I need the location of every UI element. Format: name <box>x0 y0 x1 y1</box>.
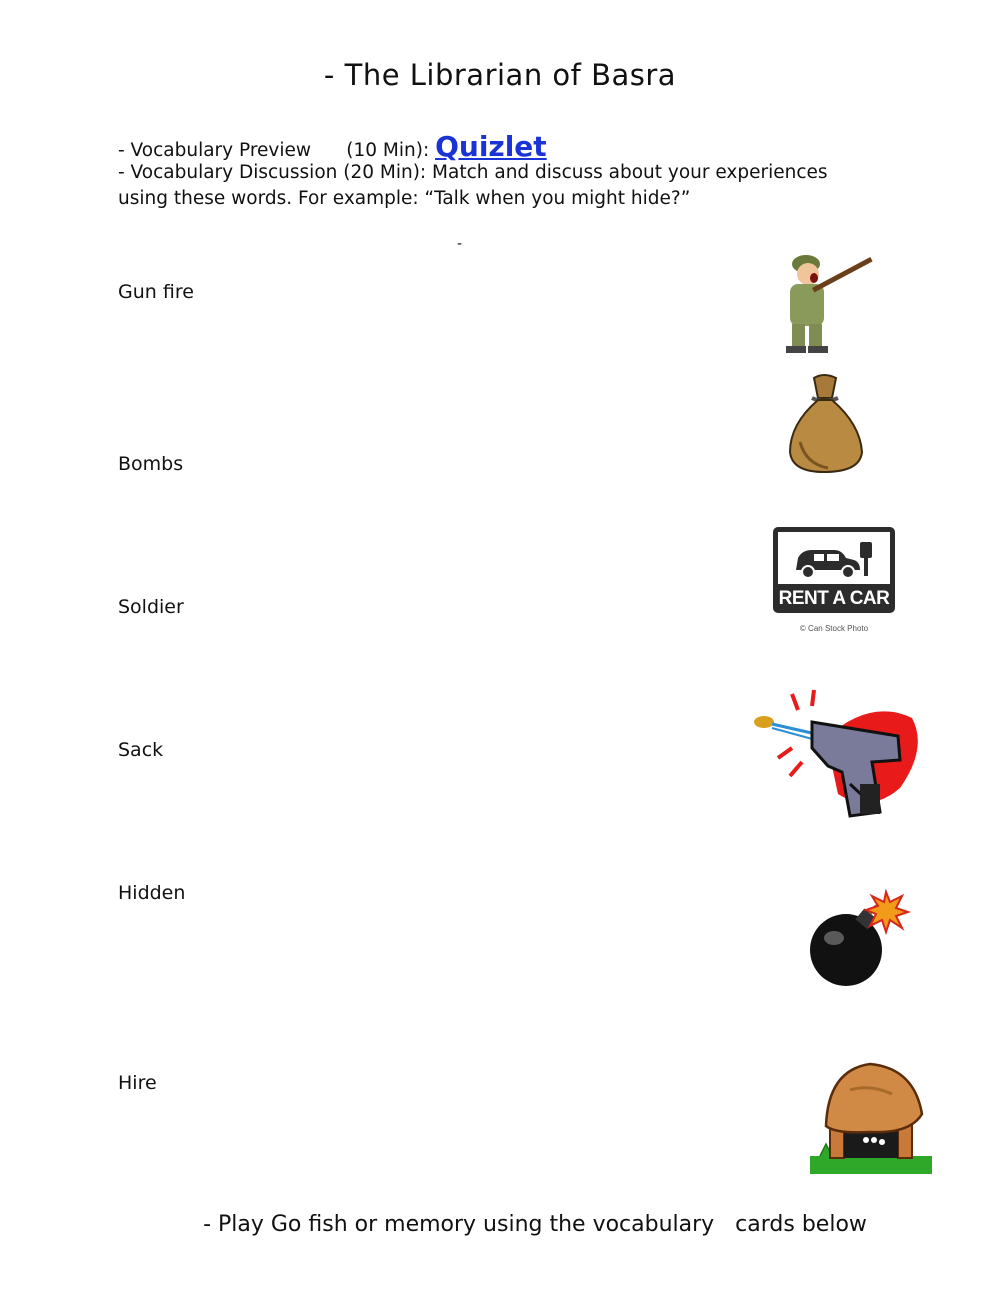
vocabulary-preview-line <box>118 130 547 163</box>
vocabulary-preview-text: - Vocabulary Preview (10 Min): <box>118 140 436 161</box>
word-hidden: Hidden <box>118 882 186 904</box>
word-bombs: Bombs <box>118 453 184 475</box>
sack-icon <box>784 372 866 476</box>
rent-car-label: RENT A CAR <box>778 588 890 609</box>
rent-car-credit: © Can Stock Photo <box>799 624 869 633</box>
vocabulary-discussion-line1: - Vocabulary Discussion (20 Min): Match and discuss about your experiences <box>118 162 828 183</box>
word-sack: Sack <box>118 739 164 761</box>
bomb-image <box>808 888 912 992</box>
gun-image <box>750 688 926 824</box>
page-title: - The Librarian of Basra <box>323 58 677 92</box>
sack-image <box>784 372 866 476</box>
soldier-icon <box>772 248 882 358</box>
hidden-image <box>810 1060 932 1174</box>
word-soldier: Soldier <box>118 596 184 618</box>
footer-instruction: - Play Go fish or memory using the vocabulary cards below <box>203 1212 867 1237</box>
hidden-under-rock-icon <box>810 1060 932 1174</box>
gun-icon <box>750 688 926 824</box>
word-gun-fire: Gun fire <box>118 281 194 303</box>
word-hire: Hire <box>118 1072 157 1094</box>
vocabulary-discussion-line2: using these words. For example: “Talk when you might hide?” <box>118 188 691 209</box>
stray-dash: - <box>457 236 463 252</box>
bomb-icon <box>808 888 912 992</box>
soldier-image <box>772 248 882 358</box>
rent-car-image <box>772 526 896 638</box>
quizlet-link[interactable]: Quizlet <box>435 130 547 163</box>
